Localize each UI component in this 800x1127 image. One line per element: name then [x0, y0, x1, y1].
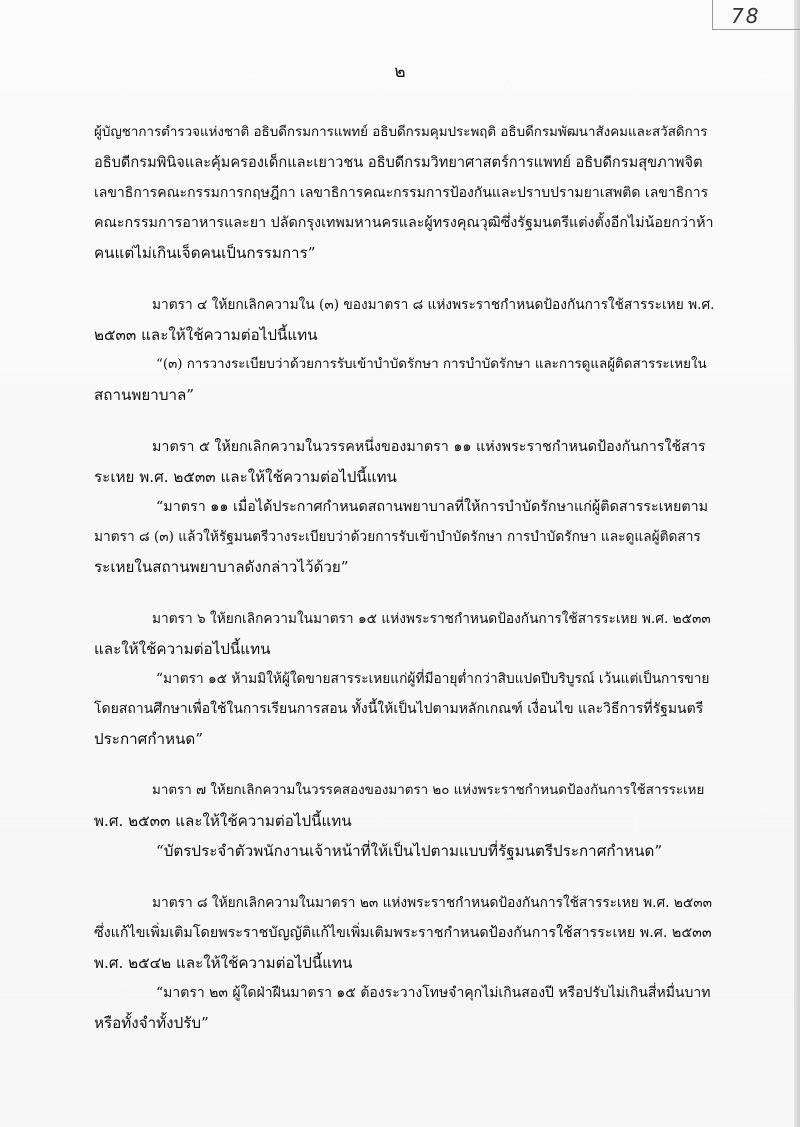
- text-line: และให้ใช้ความต่อไปนี้แทน: [94, 640, 271, 658]
- quote-line: “มาตรา ๑๑ เมื่อได้ประกาศกำหนดสถานพยาบาลที่ให้การบำบัดรักษาแก่ผู้ติดสารระเหยตาม: [156, 499, 709, 515]
- text-line: ๒๕๓๓ และให้ใช้ความต่อไปนี้แทน: [94, 326, 318, 344]
- section-5: [94, 432, 714, 582]
- text-line: ผู้บัญชาการตำรวจแห่งชาติ อธิบดีกรมการแพทย์ อธิบดีกรมคุมประพฤติ อธิบดีกรมพัฒนาสังคมและสวัสดิการ: [94, 125, 708, 140]
- document-body: [94, 118, 714, 1038]
- text-line: อธิบดีกรมพินิจและคุ้มครองเด็กและเยาวชน อธิบดีกรมวิทยาศาสตร์การแพทย์ อธิบดีกรมสุขภาพจิต: [94, 154, 703, 171]
- text-line: ระเหย พ.ศ. ๒๕๓๓ และให้ใช้ความต่อไปนี้แทน: [94, 468, 397, 486]
- quote-line: “บัตรประจำตัวพนักงานเจ้าหน้าที่ให้เป็นไปตามแบบที่รัฐมนตรีประกาศกำหนด”: [156, 842, 663, 860]
- section-7: [94, 776, 714, 866]
- text-line: พ.ศ. ๒๕๔๒ และให้ใช้ความต่อไปนี้แทน: [94, 954, 353, 972]
- text-line: พ.ศ. ๒๕๓๓ และให้ใช้ความต่อไปนี้แทน: [94, 812, 352, 830]
- quote-line: “มาตรา ๒๓ ผู้ใดฝ่าฝืนมาตรา ๑๕ ต้องระวางโทษจำคุกไม่เกินสองปี หรือปรับไม่เกินสี่หมื่นบาท: [156, 985, 711, 1001]
- section-8: [94, 888, 714, 1038]
- quote-line: สถานพยาบาล”: [94, 386, 195, 404]
- text-line: คนแต่ไม่เกินเจ็ดคนเป็นกรรมการ”: [94, 244, 316, 262]
- quote-line: “มาตรา ๑๕ ห้ามมิให้ผู้ใดขายสารระเหยแก่ผู้ที่มีอายุต่ำกว่าสิบแปดปีบริบูรณ์ เว้นแต่เป็นการขาย: [156, 671, 710, 687]
- text-line: มาตรา ๗ ให้ยกเลิกความในวรรคสองของมาตรา ๒๐ แห่งพระราชกำหนดป้องกันการใช้สารระเหย: [152, 783, 705, 798]
- text-line: มาตรา ๖ ให้ยกเลิกความในมาตรา ๑๕ แห่งพระราชกำหนดป้องกันการใช้สารระเหย พ.ศ. ๒๕๓๓: [152, 611, 711, 627]
- quote-line: หรือทั้งจำทั้งปรับ”: [94, 1014, 209, 1032]
- text-line: คณะกรรมการอาหารและยา ปลัดกรุงเทพมหานครและผู้ทรงคุณวุฒิซึ่งรัฐมนตรีแต่งตั้งอีกไม่น้อยกว่าห้า: [94, 215, 714, 231]
- quote-line: ประกาศกำหนด”: [94, 730, 204, 748]
- continuation-paragraph: [94, 118, 714, 268]
- corner-handwritten-note: 78: [712, 0, 800, 30]
- quote-line: มาตรา ๘ (๓) แล้วให้รัฐมนตรีวางระเบียบว่าด้วยการรับเข้าบำบัดรักษา การบำบัดรักษา และดูแลผู้ติดสาร: [94, 529, 701, 545]
- text-line: ซึ่งแก้ไขเพิ่มเติมโดยพระราชบัญญัติแก้ไขเพิ่มเติมพระราชกำหนดป้องกันการใช้สารระเหย พ.ศ. ๒๕๓๓: [94, 925, 712, 941]
- section-4: [94, 290, 714, 410]
- quote-line: “(๓) การวางระเบียบว่าด้วยการรับเข้าบำบัดรักษา การบำบัดรักษา และการดูแลผู้ติดสารระเหยใน: [156, 357, 707, 372]
- section-6: [94, 604, 714, 754]
- text-line: เลขาธิการคณะกรรมการกฤษฎีกา เลขาธิการคณะกรรมการป้องกันและปราบปรามยาเสพติด เลขาธิการ: [94, 185, 709, 201]
- text-line: มาตรา ๕ ให้ยกเลิกความในวรรคหนึ่งของมาตรา ๑๑ แห่งพระราชกำหนดป้องกันการใช้สาร: [152, 439, 706, 455]
- text-line: มาตรา ๔ ให้ยกเลิกความใน (๓) ของมาตรา ๘ แห่งพระราชกำหนดป้องกันการใช้สารระเหย พ.ศ.: [152, 297, 715, 313]
- quote-line: โดยสถานศึกษาเพื่อใช้ในการเรียนการสอน ทั้งนี้ให้เป็นไปตามหลักเกณฑ์ เงื่อนไข และวิธีการที่รัฐมนตรี: [94, 701, 704, 717]
- quote-line: ระเหยในสถานพยาบาลดังกล่าวไว้ด้วย”: [94, 558, 349, 576]
- page-number: ๒: [394, 62, 406, 82]
- scan-edge: [794, 0, 800, 1127]
- text-line: มาตรา ๘ ให้ยกเลิกความในมาตรา ๒๓ แห่งพระราชกำหนดป้องกันการใช้สารระเหย พ.ศ. ๒๕๓๓: [152, 895, 712, 911]
